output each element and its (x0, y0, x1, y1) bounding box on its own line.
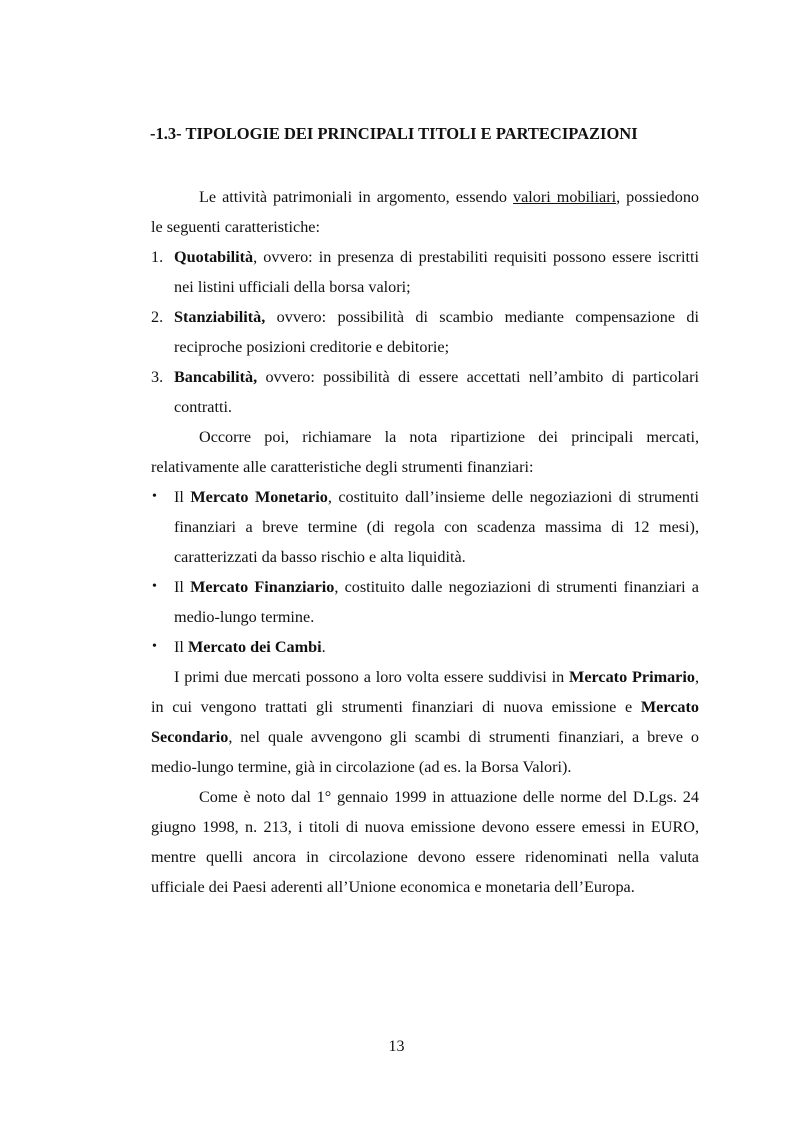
p3-text-1: I primi due mercati possono a loro volta essere suddivisi in (174, 668, 570, 686)
term-mercato-secondario: Mercato Secondario (151, 698, 699, 746)
paragraph-primary-secondary (151, 662, 699, 782)
p3-text-3: , nel quale avvengono gli scambi di strumenti finanziari, a breve o medio-lungo termine, già in circolazione (ad es. la Borsa Valori). (151, 728, 699, 776)
list-term: Mercato dei Cambi (187, 638, 322, 656)
list-term: Bancabilità, (174, 368, 258, 386)
bullet-list (151, 482, 699, 662)
list-marker: 3. (151, 368, 164, 386)
bullet-icon: • (152, 489, 157, 504)
list-term: Mercato Finanziario (190, 578, 335, 596)
list-text: , costituito dall’insieme delle negoziazioni di strumenti finanziari a breve termine (di regola con scadenza massima di 12 mesi), caratterizzati da basso rischio e alta liquidità. (174, 488, 699, 566)
p3-text-2: , in cui vengono trattati gli strumenti finanziari di nuova emissione e (151, 668, 699, 716)
list-item (151, 572, 699, 632)
page-number: 13 (388, 1038, 405, 1055)
list-text: ovvero: possibilità di scambio mediante compensazione di reciproche posizioni creditorie e debitorie; (174, 308, 699, 356)
bullet-icon: • (152, 579, 157, 594)
list-item (151, 632, 699, 662)
body-text (151, 182, 699, 902)
list-prefix: Il (174, 488, 191, 506)
intro-underlined-term: valori mobiliari (513, 188, 617, 206)
list-item (151, 242, 699, 302)
list-term: Mercato Monetario (190, 488, 328, 506)
paragraph-euro: Come è noto dal 1° gennaio 1999 in attuazione delle norme del D.Lgs. 24 giugno 1998, n. 213, i titoli di nuova emissione devono essere emessi in EURO, mentre quelli ancora in circolazione devono essere ridenominati nella valuta ufficiale dei Paesi aderenti all’Unione economica e monetaria dell’Europa. (151, 788, 699, 896)
paragraph-markets: Occorre poi, richiamare la nota ripartizione dei principali mercati, relativamente alle caratteristiche degli strumenti finanziari: (151, 428, 699, 476)
list-prefix: Il (174, 578, 191, 596)
list-term: Quotabilità (174, 248, 254, 266)
list-text: ovvero: possibilità di essere accettati nell’ambito di particolari contratti. (174, 368, 699, 416)
list-marker: 2. (151, 308, 164, 326)
intro-text-after: , possiedono le seguenti caratteristiche: (151, 188, 700, 236)
list-item (151, 482, 699, 572)
list-item (151, 362, 699, 422)
section-heading: -1.3- TIPOLOGIE DEI PRINCIPALI TITOLI E PARTECIPAZIONI (150, 124, 638, 143)
list-text: , costituito dalle negoziazioni di strumenti finanziari a medio-lungo termine. (174, 578, 699, 626)
bullet-icon: • (152, 639, 157, 654)
intro-text-before: Le attività patrimoniali in argomento, essendo (199, 188, 513, 206)
numbered-list (151, 242, 699, 422)
list-prefix: Il (174, 638, 188, 656)
list-text: . (321, 638, 326, 656)
list-text: , ovvero: in presenza di prestabiliti requisiti possono essere iscritti nei listini ufficiali della borsa valori; (174, 248, 699, 296)
list-item (151, 302, 699, 362)
list-marker: 1. (151, 248, 164, 266)
list-term: Stanziabilità, (174, 308, 266, 326)
term-mercato-primario: Mercato Primario (569, 668, 695, 686)
intro-paragraph (151, 182, 699, 242)
